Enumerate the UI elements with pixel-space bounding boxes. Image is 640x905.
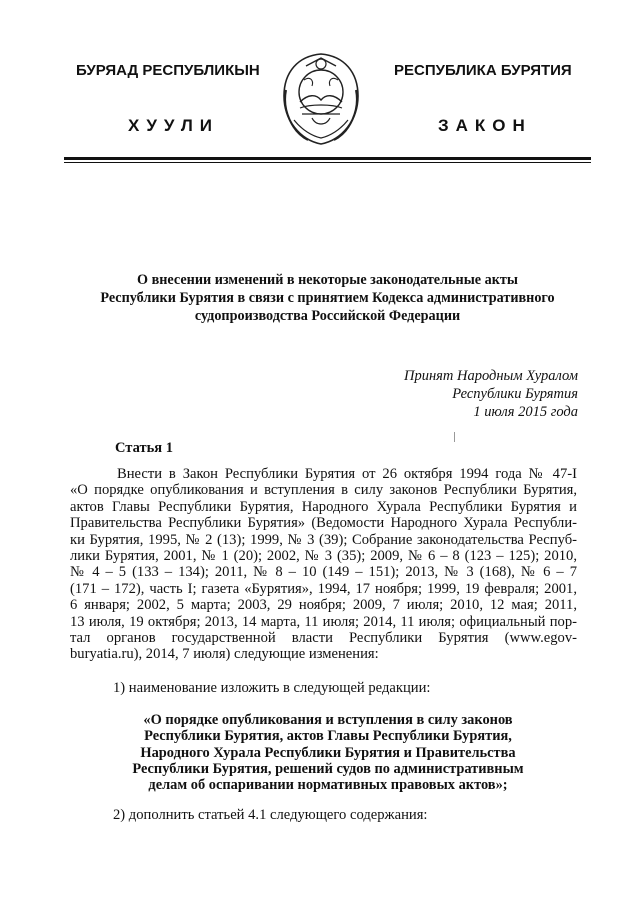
article-body: [70, 466, 577, 663]
quote-line: Республики Бурятия, актов Главы Республики Бурятия,: [144, 728, 512, 745]
body-line: тал органов государственной власти Республики Бурятия (www.egov-: [70, 629, 577, 646]
quoted-new-title: [70, 712, 586, 793]
law-title-line: судопроизводства Российской Федерации: [194, 308, 461, 324]
scan-mark: [454, 432, 455, 442]
list-item-2: 2) дополнить статьей 4.1 следующего содержания:: [113, 807, 428, 823]
header-right-name: РЕСПУБЛИКА БУРЯТИЯ: [394, 62, 572, 79]
law-title-line: О внесении изменений в некоторые законодательные акты: [137, 272, 518, 288]
adoption-line: Принят Народным Хуралом: [403, 368, 578, 384]
body-line: лики Бурятия, 2001, № 1 (20); 2002, № 3 (35); 2009, № 6 – 8 (123 – 125); 2010,: [70, 547, 577, 564]
body-line: buryatia.ru), 2014, 7 июля) следующие изменения:: [70, 646, 379, 663]
body-line: ки Бурятия, 1995, № 2 (13); 1999, № 3 (39); Собрание законодательства Респуб-: [70, 531, 577, 548]
body-line: 6 января; 2002, 5 марта; 2003, 29 ноября; 2009, 7 июля; 2010, 12 мая; 2011,: [70, 597, 577, 614]
article-title: Статья 1: [115, 440, 173, 456]
header-right-kind: ЗАКОН: [438, 116, 532, 135]
header-left-name: БУРЯАД РЕСПУБЛИКЫН: [76, 62, 260, 79]
header-rule-thin: [64, 162, 591, 163]
body-line: Внести в Закон Республики Бурятия от 26 октября 1994 года № 47-I: [117, 466, 577, 482]
law-title-line: Республики Бурятия в связи с принятием Кодекса административного: [100, 290, 555, 306]
header-left-kind: ХУУЛИ: [128, 116, 219, 135]
coat-of-arms-icon: [278, 50, 364, 148]
body-line: № 4 – 5 (133 – 134); 2011, № 8 – 10 (149 – 151); 2013, № 3 (168), № 6 – 7: [70, 564, 577, 581]
adoption-note: [340, 367, 578, 421]
adoption-date: 1 июля 2015 года: [473, 404, 578, 420]
header-rule-thick: [64, 157, 591, 160]
law-title: [70, 271, 585, 325]
quote-line: Республики Бурятия, решений судов по административным: [132, 760, 524, 777]
list-item-1: 1) наименование изложить в следующей редакции:: [113, 680, 431, 696]
quote-line: делам об оспаривании нормативных правовых актов»;: [148, 777, 508, 794]
quote-line: Народного Хурала Республики Бурятия и Правительства: [140, 744, 516, 761]
body-line: (171 – 172), часть I; газета «Бурятия», 1994, 17 ноября; 1999, 19 февраля; 2001,: [70, 580, 577, 597]
body-line: «О порядке опубликования и вступления в силу законов Республики Бурятия,: [70, 482, 577, 499]
body-line: 13 июля, 19 октября; 2013, 14 марта, 11 июля; 2014, 11 июля; официальный пор-: [70, 613, 577, 630]
adoption-line: Республики Бурятия: [452, 386, 578, 402]
body-line: актов Главы Республики Бурятия, Народного Хурала Республики Бурятия и: [70, 498, 577, 515]
body-line: Правительства Республики Бурятия» (Ведомости Народного Хурала Республи-: [70, 515, 577, 532]
quote-line: «О порядке опубликования и вступления в силу законов: [143, 712, 513, 728]
